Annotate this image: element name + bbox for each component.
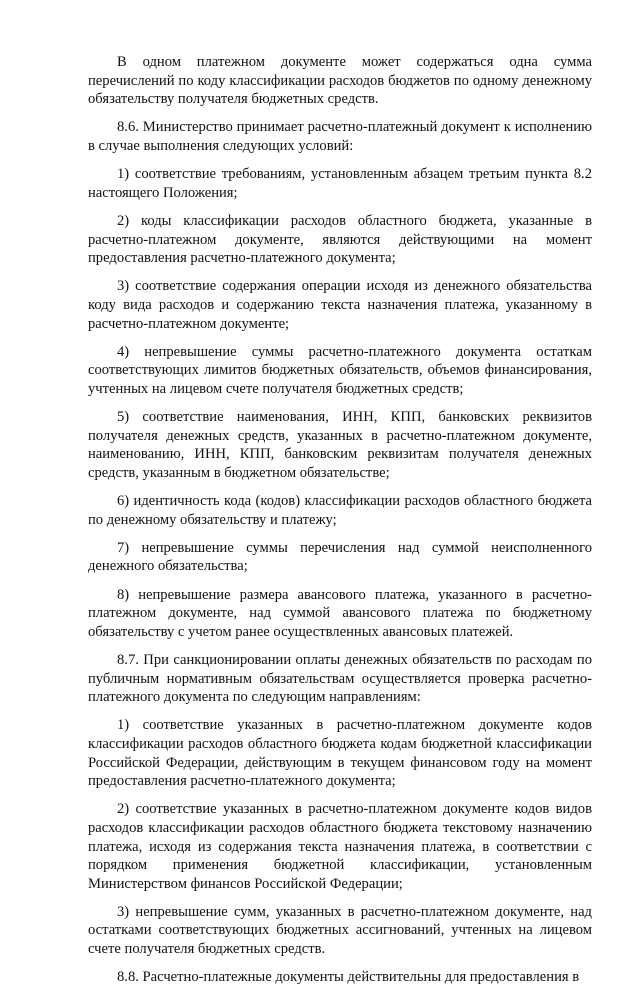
paragraph-8-6-item-8: 8) непревышение размера авансового платежа, указанного в расчетно-платежном документе, над суммой авансового платежа по бюджетному обязательству с учетом ранее осуществленных авансовых платежей. [88,586,592,640]
paragraph-8-7-intro: 8.7. При санкционировании оплаты денежных обязательств по расходам по публичным нормативным обязательствам осуществляется проверка расчетно-платежного документа по следующим направлениям: [88,651,592,706]
paragraph-8-6-item-3: 3) соответствие содержания операции исходя из денежного обязательства коду вида расходов и содержанию текста назначения платежа, указанному в расчетно-платежном документе; [88,278,592,332]
paragraph-8-8-start: 8.8. Расчетно-платежные документы действительны для предоставления в [117,969,580,986]
paragraph-8-7-item-1: 1) соответствие указанных в расчетно-платежном документе кодов классификации расходов областного бюджета кодам бюджетной классификации Российской Федерации, действующим в текущем финансовом году на момент предоставления расчетно-платежного документа; [88,717,592,790]
paragraph-8-6-item-6: 6) идентичность кода (кодов) классификации расходов областного бюджета по денежному обязательству и платежу; [88,493,592,528]
paragraph-single-payment-amount: В одном платежном документе может содержаться одна сумма перечислений по коду классификации расходов бюджетов по одному денежному обязательству получателя бюджетных средств. [88,54,592,108]
paragraph-8-7-item-2: 2) соответствие указанных в расчетно-платежном документе кодов видов расходов классификации расходов областного бюджета текстовому назначению платежа, исходя из содержания текста назначения платежа, в соответствии с порядком применения бюджетной классификации, установленным Министерством финансов Российской Федерации; [88,801,592,892]
paragraph-8-6-intro: 8.6. Министерство принимает расчетно-платежный документ к исполнению в случае выполнения следующих условий: [88,119,592,154]
paragraph-8-6-item-5: 5) соответствие наименования, ИНН, КПП, банковских реквизитов получателя денежных средств, указанных в расчетно-платежном документе, наименованию, ИНН, КПП, банковским реквизитам получателя денежных средств, указанным в бюджетном обязательстве; [88,409,592,481]
document-body [88,53,592,996]
paragraph-8-6-item-7: 7) непревышение суммы перечисления над суммой неисполненного денежного обязательства; [88,539,592,575]
paragraph-8-7-item-3: 3) непревышение сумм, указанных в расчетно-платежном документе, над остатками соответствующих бюджетных ассигнований, учтенных на лицевом счете получателя бюджетных средств. [88,903,592,958]
paragraph-8-6-item-2: 2) коды классификации расходов областного бюджета, указанные в расчетно-платежном документе, являются действующими на момент предоставления расчетно-платежного документа; [88,212,592,267]
paragraph-8-6-item-1: 1) соответствие требованиям, установленным абзацем третьим пункта 8.2 настоящего Положения; [88,166,592,201]
paragraph-8-6-item-4: 4) непревышение суммы расчетно-платежного документа остаткам соответствующих лимитов бюджетных обязательств, объемов финансирования, учтенных на лицевом счете получателя бюджетных средств; [88,343,592,397]
